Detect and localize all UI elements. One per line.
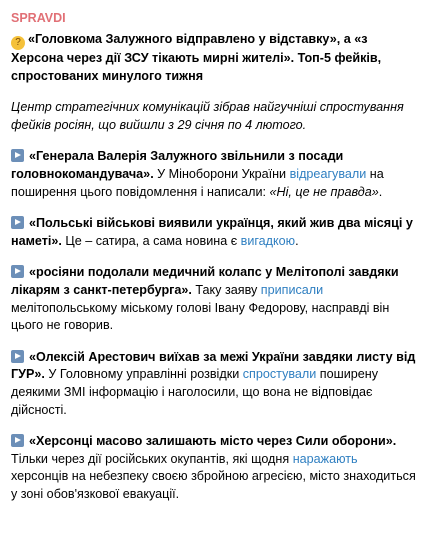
list-item [11, 148, 418, 201]
item-text: Таку заяву [191, 282, 261, 297]
play-icon [11, 149, 24, 162]
item-title: «Генерала Валерія Залужного звільнили з посади головнокомандувача». [11, 149, 344, 181]
item-text: херсонців на небезпеку своєю збройною агресією, місто знаходиться у зоні обов'язкової евакуації. [11, 469, 416, 501]
thinking-face-icon: ? [11, 36, 25, 50]
item-text: . [378, 184, 383, 199]
item-text: Це – сатира, а сама новина є [61, 233, 241, 248]
item-link[interactable]: наражають [292, 451, 358, 466]
item-title: «Польські військові виявили українця, який жив два місяці у наметі». [11, 216, 413, 248]
play-icon [11, 434, 24, 447]
item-title: «Олексій Арестович виїхав за межі України завдяки листу від ГУР». [11, 349, 416, 382]
item-link[interactable]: приписали [260, 282, 324, 297]
play-icon [11, 350, 24, 363]
item-text: на поширення цього повідомлення і написали: [11, 166, 384, 199]
item-text: поширену деякими ЗМІ інформацію і наголосили, що вона не відповідає дійсності. [11, 367, 379, 417]
item-title: «росіяни подолали медичний колапс у Мелітополі завдяки лікарям з санкт-петербурга». [11, 265, 399, 297]
list-item [11, 349, 418, 419]
play-icon [11, 265, 24, 278]
channel-name[interactable]: SPRAVDI [11, 11, 66, 25]
item-text: У Головному управлінні розвідки [44, 367, 243, 382]
item-text: мелітопольському міському голові Івану Федорову, насправді він цього не говорив. [11, 300, 390, 333]
play-icon [11, 216, 24, 229]
list-item [11, 215, 418, 250]
item-text: У Міноборони України [153, 166, 290, 181]
item-title: «Херсонці масово залишають місто через Сили оборони». [29, 434, 397, 449]
intro [11, 99, 418, 134]
headline [11, 31, 418, 85]
item-text: . [295, 233, 299, 248]
intro-text: Центр стратегічних комунікацій зібрав найгучніші спростування фейків росіян, що вийшли з 29 січня по 4 лютого. [11, 100, 404, 132]
item-quote: «Ні, це не правда» [269, 184, 379, 199]
list-item [11, 264, 418, 334]
item-link[interactable]: відреагували [289, 166, 367, 181]
item-text: Тільки через дії російських окупантів, які щодня [11, 451, 293, 466]
item-link[interactable]: вигадкою [240, 233, 296, 248]
list-item [11, 433, 418, 503]
item-link[interactable]: спростували [242, 367, 317, 382]
headline-text: «Головкома Залужного відправлено у відставку», а «з Херсона через дії ЗСУ тікають мирні жителі». Топ-5 фейків, спростованих минулого тижня [11, 32, 382, 83]
